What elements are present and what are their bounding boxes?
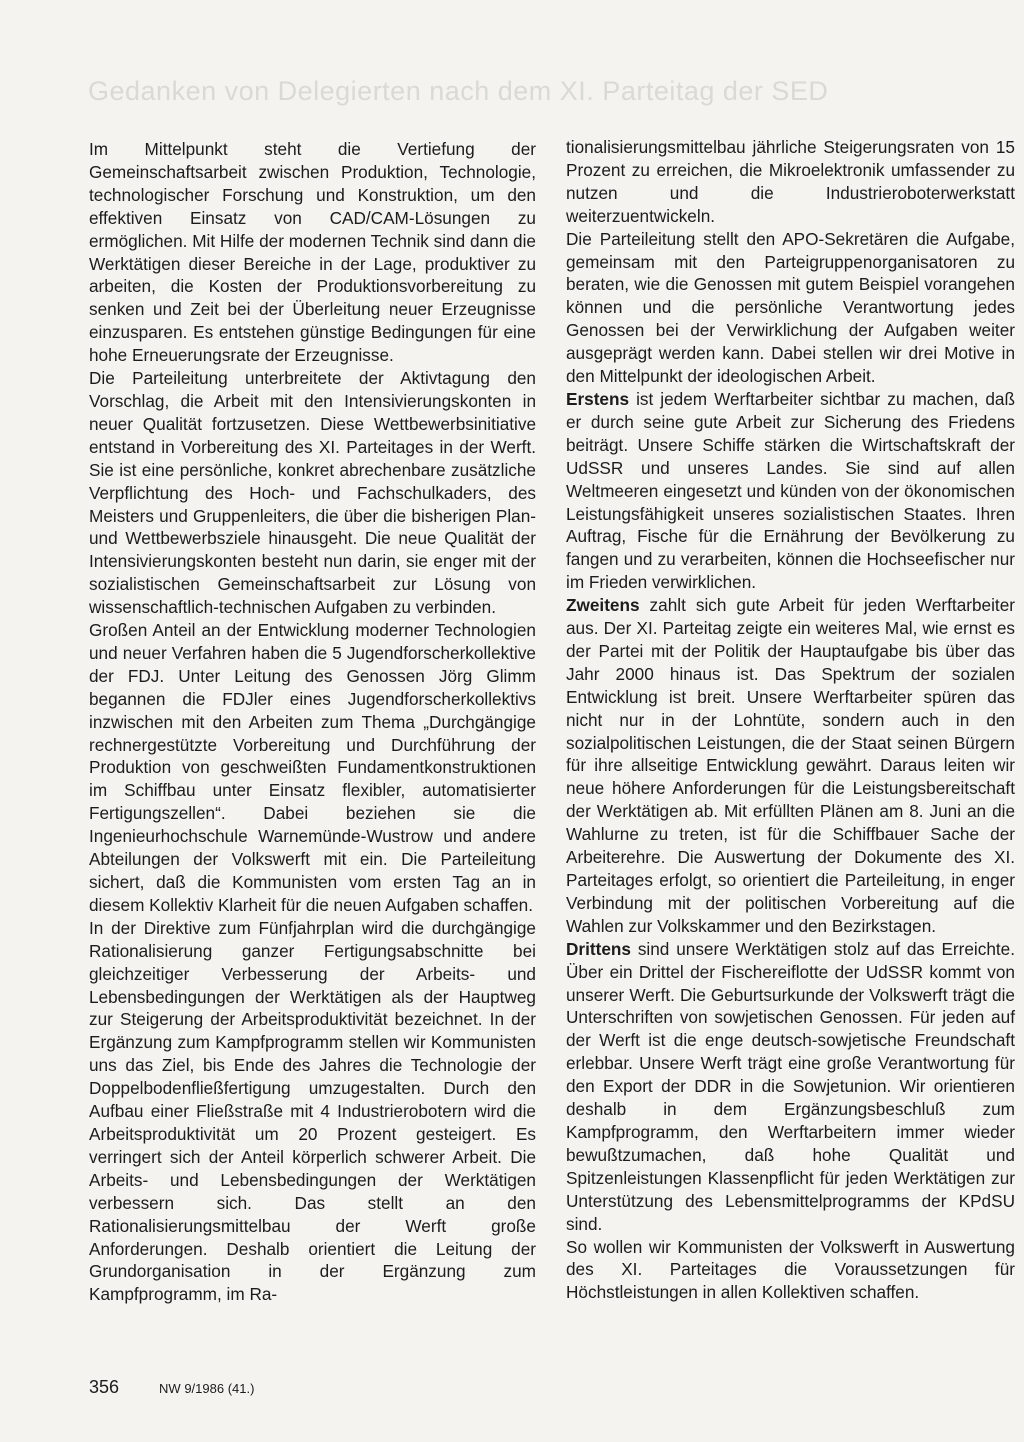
paragraph: So wollen wir Kommunisten der Volkswerft in Auswertung des XI. Parteitages die Voraussetzungen für Höchstleistungen in allen Kollektiven schaffen.	[566, 1236, 1015, 1303]
paragraph: Die Parteileitung stellt den APO-Sekretären die Aufgabe, gemeinsam mit den Parteigruppenorganisatoren zu beraten, wie die Genossen mit gutem Beispiel vorangehen können und die persönliche Verantwortung jedes Genossen bei der Verwirklichung der Aufgaben weiter ausgeprägt werden kann. Dabei stellen wir drei Motive in den Mittelpunkt der ideologischen Arbeit.	[566, 228, 1015, 387]
paragraph: Im Mittelpunkt steht die Vertiefung der Gemeinschaftsarbeit zwischen Produktion, Technologie, technologischer Forschung und Konstruktion, um den effektiven Einsatz von CAD/CAM-Lösungen zu ermöglichen. Mit Hilfe der modernen Technik sind dann die Werktätigen dieser Bereiche in der Lage, produktiver zu arbeiten, die Kosten der Produktionsvorbereitung zu senken und Zeit bei der Überleitung neuer Erzeugnisse einzusparen. Es entstehen günstige Bedingungen für eine hohe Erneuerungsrate der Erzeugnisse.	[89, 139, 536, 366]
page-number: 356	[89, 1377, 120, 1397]
running-header: Gedanken von Delegierten nach dem XI. Parteitag der SED	[88, 76, 829, 106]
lead-word: Zweitens	[566, 595, 640, 616]
lead-word: Drittens	[566, 938, 631, 959]
issue-reference: NW 9/1986 (41.)	[159, 1381, 255, 1396]
paragraph: Großen Anteil an der Entwicklung moderner Technologien und neuer Verfahren haben die 5 Jugendforscherkollektive der FDJ. Unter Leitung des Genossen Jörg Glimm begannen die FDJler eines Jugendforscherkollektivs inzwischen mit den Arbeiten zum Thema „Durchgängige rechnergestützte Vorbereitung und Durchführung der Produktion von geschweißten Fundamentkonstruktionen im Schiffbau unter Einsatz flexibler, automatisierter Fertigungszellen“. Dabei beziehen sie die Ingenieurhochschule Warnemünde-Wustrow und andere Abteilungen der Volkswerft mit ein. Die Parteileitung sichert, daß die Kommunisten vom ersten Tag an in diesem Kollektiv Klarheit für die neuen Aufgaben schaffen.	[89, 620, 536, 915]
right-column	[566, 136, 1015, 1304]
paragraph: In der Direktive zum Fünfjahrplan wird die durchgängige Rationalisierung ganzer Fertigungsabschnitte bei gleichzeitiger Verbesserung der Arbeits- und Lebensbedingungen der Werktätigen als der Hauptweg zur Steigerung der Arbeitsproduktivität bezeichnet. In der Ergänzung zum Kampfprogramm stellen wir Kommunisten uns das Ziel, bis Ende des Jahres die Technologie der Doppelbodenfließfertigung umzugestalten. Durch den Aufbau einer Fließstraße mit 4 Industrierobotern wird die Arbeitsproduktivität um 20 Prozent gesteigert. Es verringert sich der Anteil körperlich schwerer Arbeit. Die Arbeits- und Lebensbedingungen der Werktätigen verbessern sich. Das stellt an den Rationalisierungsmittelbau der Werft große Anforderungen. Deshalb orientiert die Leitung der Grundorganisation in der Ergänzung zum Kampfprogramm, im Ra-	[89, 917, 536, 1305]
paragraph-drittens	[566, 938, 1015, 1236]
page-footer	[89, 1377, 254, 1398]
lead-word: Erstens	[566, 388, 630, 409]
paragraph-text: ist jedem Werftarbeiter sichtbar zu machen, daß er durch seine gute Arbeit zur Sicherung des Friedens beiträgt. Unsere Schiffe stärken die Wirtschaftskraft der UdSSR und unseres Landes. Sie sind auf allen Weltmeeren eingesetzt und künden von der ökonomischen Leistungsfähigkeit unseres sozialistischen Staates. Ihren Auftrag, Fische für die Ernährung der Bevölkerung zu fangen und zu verarbeiten, können die Hochseefischer nur im Frieden verwirklichen.	[566, 388, 1015, 593]
paragraph-text: zahlt sich gute Arbeit für jeden Werftarbeiter aus. Der XI. Parteitag zeigte ein weiteres Mal, wie ernst es der Partei mit der Politik der Hauptaufgabe bis über das Jahr 2000 hinaus ist. Das Spektrum der sozialen Entwicklung ist breit. Unsere Werftarbeiter spüren das nicht nur in der Lohntüte, sondern auch in den sozialpolitischen Leistungen, die der Staat seinen Bürgern für ihre allseitige Entwicklung gewährt. Daraus leiten wir neue höhere Anforderungen für die Leistungsbereitschaft der Werktätigen ab. Mit erfüllten Plänen am 8. Juni an die Wahlurne zu treten, ist für die Schiffbauer Sache der Arbeiterehre. Die Auswertung der Dokumente des XI. Parteitages erfolgt, so orientiert die Parteileitung, in enger Verbindung mit der politischen Vorbereitung auf die Wahlen zur Volkskammer und den Bezirkstagen.	[566, 595, 1015, 936]
left-column	[89, 138, 536, 1306]
paragraph-text: sind unsere Werktätigen stolz auf das Erreichte. Über ein Drittel der Fischereiflotte der UdSSR kommt von unserer Werft. Die Geburtsurkunde der Volkswerft trägt die Unterschriften von sowjetischen Genossen. Für jeden auf der Werft ist die enge deutsch-sowjetische Freundschaft erlebbar. Unsere Werft trägt eine große Verantwortung für den Export der DDR in die Sowjetunion. Wir orientieren deshalb in dem Ergänzungsbeschluß zum Kampfprogramm, den Werftarbeitern immer wieder bewußtzumachen, daß hohe Qualität und Spitzenleistungen Klassenpflicht für jeden Werktätigen zur Unterstützung des Lebensmittelprogramms der KPdSU sind.	[566, 938, 1015, 1234]
paragraph: Die Parteileitung unterbreitete der Aktivtagung den Vorschlag, die Arbeit mit den Intensivierungskonten in neuer Qualität fortzusetzen. Diese Wettbewerbsinitiative entstand in Vorbereitung des XI. Parteitages in der Werft. Sie ist eine persönliche, konkret abrechenbare zusätzliche Verpflichtung des Hoch- und Fachschulkaders, des Meisters und Gruppenleiters, die über die bisherigen Plan- und Wettbewerbsziele hinausgeht. Die neue Qualität der Intensivierungskonten besteht nun darin, sie enger mit der sozialistischen Gemeinschaftsarbeit zur Lösung von wissenschaftlich-technischen Aufgaben zu verbinden.	[89, 368, 536, 618]
paragraph-erstens	[566, 388, 1015, 594]
paragraph-zweitens	[566, 594, 1015, 938]
paragraph: tionalisierungsmittelbau jährliche Steigerungsraten von 15 Prozent zu erreichen, die Mikroelektronik umfassender zu nutzen und die Industrieroboterwerkstatt weiterzuentwickeln.	[566, 137, 1015, 226]
